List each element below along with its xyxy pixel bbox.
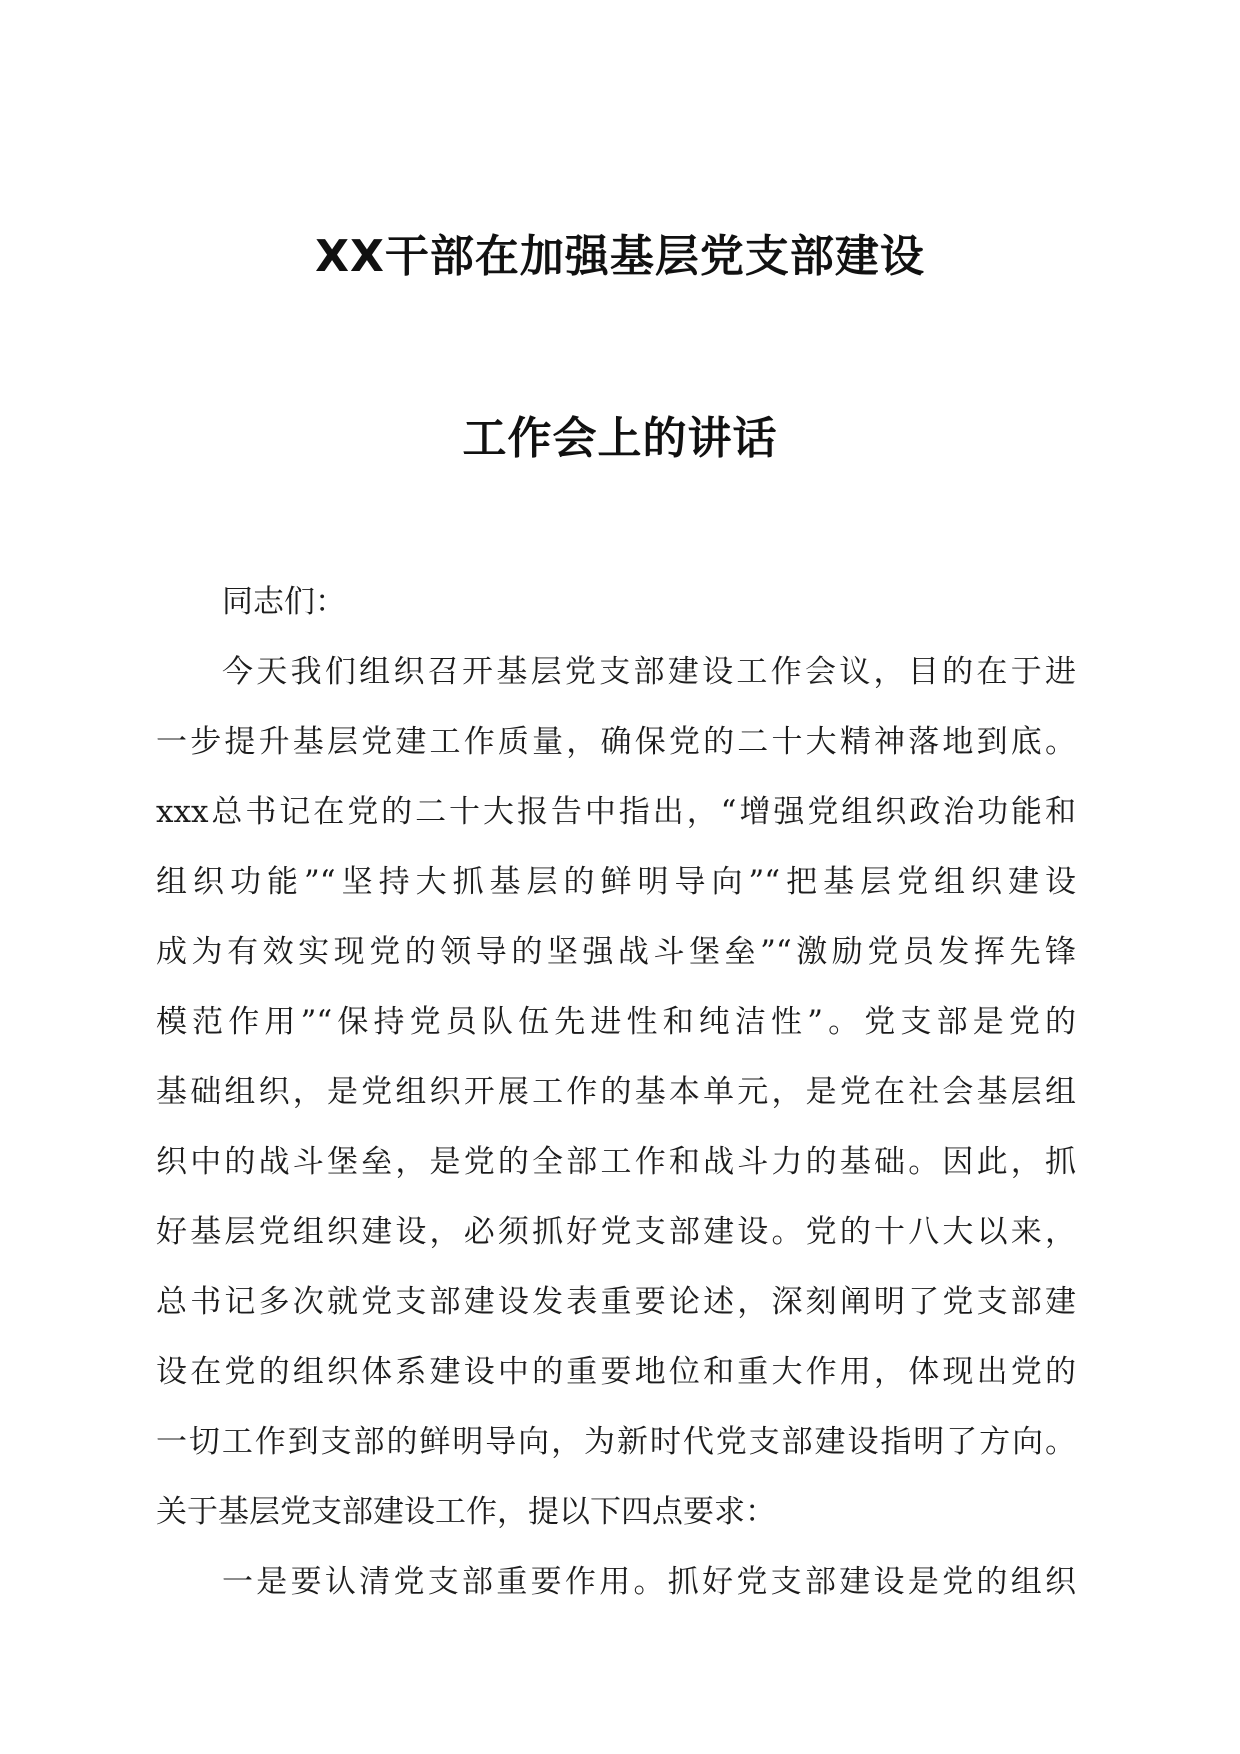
document-title-line-1: XX干部在加强基层党支部建设 <box>315 231 925 282</box>
paragraph-line: 织中的战斗堡垒，是党的全部工作和战斗力的基础。因此，抓 <box>156 1144 1076 1180</box>
paragraph-line: 基础组织，是党组织开展工作的基本单元，是党在社会基层组 <box>156 1074 1076 1110</box>
document-title-line-2: 工作会上的讲话 <box>462 413 778 464</box>
paragraph-line: 模范作用”“保持党员队伍先进性和纯洁性”。党支部是党的 <box>156 1004 1076 1040</box>
paragraph-line: 一步提升基层党建工作质量，确保党的二十大精神落地到底。 <box>156 724 1076 760</box>
paragraph-line: 一是要认清党支部重要作用。抓好党支部建设是党的组织 <box>222 1564 1076 1600</box>
paragraph-line: 好基层党组织建设，必须抓好党支部建设。党的十八大以来， <box>156 1214 1076 1250</box>
paragraph-line: 组织功能”“坚持大抓基层的鲜明导向”“把基层党组织建设 <box>156 864 1076 900</box>
paragraph-line: 一切工作到支部的鲜明导向，为新时代党支部建设指明了方向。 <box>156 1424 1076 1460</box>
paragraph-line: 成为有效实现党的领导的坚强战斗堡垒”“激励党员发挥先锋 <box>156 934 1076 970</box>
paragraph-line: 今天我们组织召开基层党支部建设工作会议，目的在于进 <box>222 654 1076 690</box>
paragraph-line: xxx总书记在党的二十大报告中指出，“增强党组织政治功能和 <box>156 794 1076 830</box>
salutation: 同志们： <box>222 584 346 620</box>
paragraph-line: 总书记多次就党支部建设发表重要论述，深刻阐明了党支部建 <box>156 1284 1076 1320</box>
paragraph-line: 关于基层党支部建设工作，提以下四点要求： <box>156 1494 776 1530</box>
paragraph-line: 设在党的组织体系建设中的重要地位和重大作用，体现出党的 <box>156 1354 1076 1390</box>
